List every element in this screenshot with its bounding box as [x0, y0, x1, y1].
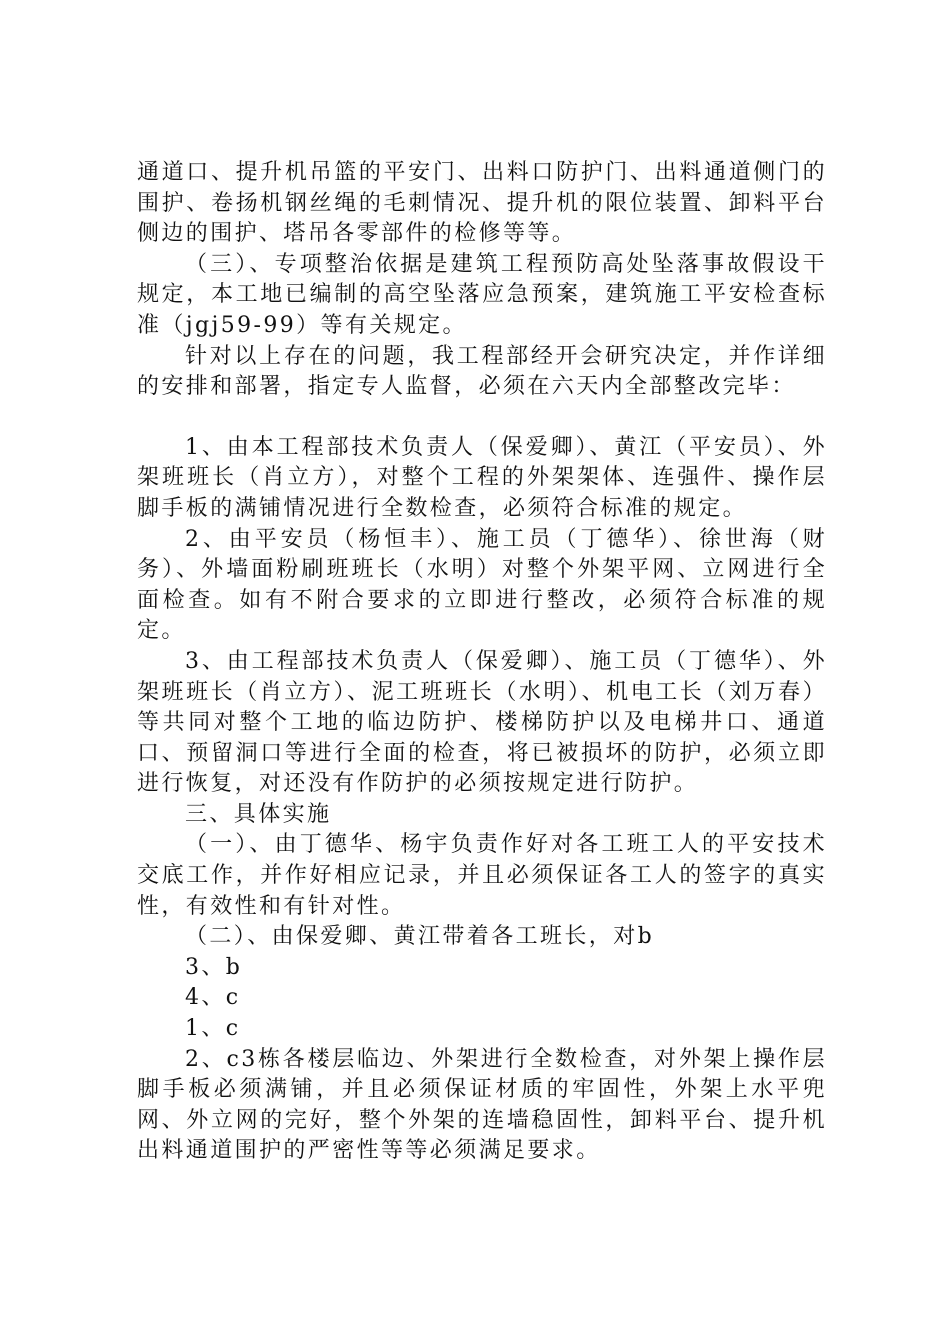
document-body: [137, 158, 827, 1167]
list-item-1: 1、由本工程部技术负责人（保爱卿）、黄江（平安员）、外架班班长（肖立方），对整个工程的外架架体、连强件、操作层脚手板的满铺情况进行全数检查，必须符合标准的规定。: [137, 434, 827, 521]
list-item-2: 2、由平安员（杨恒丰）、施工员（丁德华）、徐世海（财务）、外墙面粉刷班班长（水明）对整个外架平网、立网进行全面检查。如有不附合要求的立即进行整改，必须符合标准的规定。: [137, 526, 827, 644]
fragment-1c: 1、c: [185, 1016, 241, 1042]
paragraph-continuation: 通道口、提升机吊篮的平安门、出料口防护门、出料通道侧门的围护、卷扬机钢丝绳的毛刺情况、提升机的限位装置、卸料平台侧边的围护、塔吊各零部件的检修等等。: [137, 160, 827, 247]
list-item-3: 3、由工程部技术负责人（保爱卿）、施工员（丁德华）、外架班班长（肖立方）、泥工班班长（水明）、机电工长（刘万春）等共同对整个工地的临边防护、楼梯防护以及电梯井口、通道口、预留洞口等进行全面的检查，将已被损坏的防护，必须立即进行恢复，对还没有作防护的必须按规定进行防护。: [137, 648, 827, 797]
fragment-3b: 3、b: [185, 954, 243, 980]
paragraph-implementation-2: （二）、由保爱卿、黄江带着各工班长，对b: [185, 924, 655, 950]
fragment-4c: 4、c: [185, 985, 241, 1011]
paragraph-2c: 2、c3栋各楼层临边、外架进行全数检查，对外架上操作层脚手板必须满铺，并且必须保证材质的牢固性，外架上水平兜网、外立网的完好，整个外架的连墙稳固性，卸料平台、提升机出料通道围护的严密性等等必须满足要求。: [137, 1046, 827, 1164]
paragraph-decision: 针对以上存在的问题，我工程部经开会研究决定，并作详细的安排和部署，指定专人监督，必须在六天内全部整改完毕：: [137, 343, 827, 400]
paragraph-implementation-1: （一）、由丁德华、杨宇负责作好对各工班工人的平安技术交底工作，并作好相应记录，并且必须保证各工人的签字的真实性，有效性和有针对性。: [137, 832, 827, 919]
section-heading-implementation: 三、具体实施: [185, 801, 332, 827]
paragraph-rectification-basis: （三）、专项整治依据是建筑工程预防高处坠落事故假设干规定，本工地已编制的高空坠落应急预案，建筑施工平安检查标准（jgj59-99）等有关规定。: [137, 251, 827, 338]
